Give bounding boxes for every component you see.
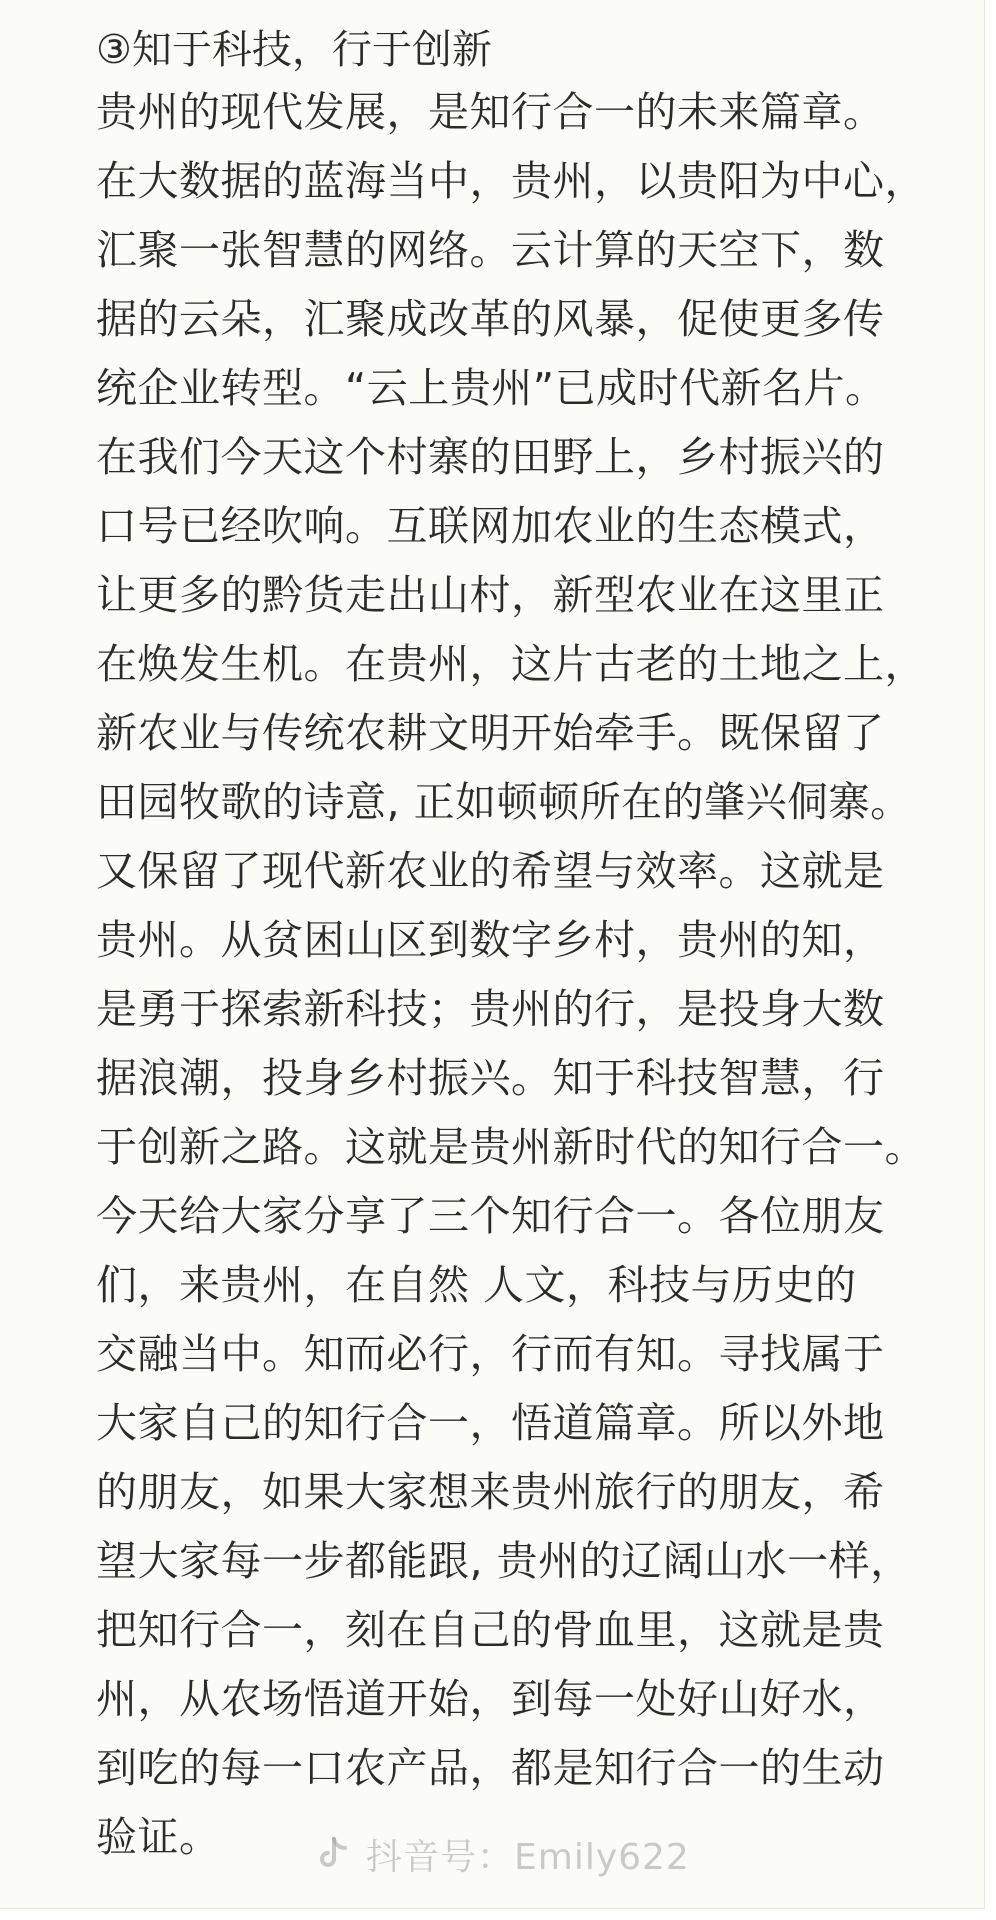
text-line: 到吃的每一口农产品，都是知行合一的生动 (96, 1744, 885, 1792)
text-line: 今天给大家分享了三个知行合一。各位朋友 (96, 1192, 885, 1240)
watermark-text: 抖音号：Emily622 (366, 1836, 690, 1878)
text-line: 贵州的现代发展，是知行合一的未来篇章。 (96, 88, 885, 136)
text-line: 在我们今天这个村寨的田野上，乡村振兴的 (96, 433, 885, 481)
text-line: 统企业转型。“云上贵州”已成时代新名片。 (96, 364, 887, 412)
text-line: 大家自己的知行合一，悟道篇章。所以外地 (96, 1399, 885, 1447)
text-line: 又保留了现代新农业的希望与效率。这就是 (96, 847, 885, 895)
text-line: 贵州。从贫困山区到数字乡村，贵州的知， (96, 916, 885, 964)
text-line: 于创新之路。这就是贵州新时代的知行合一。 (96, 1123, 926, 1171)
text-line: 把知行合一，刻在自己的骨血里，这就是贵 (96, 1606, 885, 1654)
text-line: 验证。 (96, 1813, 221, 1861)
article-text (96, 22, 926, 1872)
text-line: 交融当中。知而必行，行而有知。寻找属于 (96, 1330, 885, 1378)
text-line: 新农业与传统农耕文明开始牵手。既保留了 (96, 709, 885, 757)
section-heading: ③知于科技，行于创新 (96, 27, 492, 73)
text-line: 在大数据的蓝海当中，贵州，以贵阳为中心， (96, 157, 926, 205)
text-line: 在焕发生机。在贵州，这片古老的土地之上， (96, 640, 926, 688)
text-line: 田园牧歌的诗意, 正如顿顿所在的肇兴侗寨。 (96, 778, 912, 826)
text-line: 们，来贵州，在自然 人文，科技与历史的 (96, 1261, 857, 1309)
douyin-watermark (312, 1826, 690, 1882)
text-line: 让更多的黔货走出山村，新型农业在这里正 (96, 571, 885, 619)
text-line: 的朋友，如果大家想来贵州旅行的朋友，希 (96, 1468, 885, 1516)
text-line: 据的云朵，汇聚成改革的风暴，促使更多传 (96, 295, 885, 343)
text-line: 望大家每一步都能跟, 贵州的辽阔山水一样， (96, 1537, 912, 1585)
text-line: 据浪潮，投身乡村振兴。知于科技智慧，行 (96, 1054, 885, 1102)
text-line: 汇聚一张智慧的网络。云计算的天空下，数 (96, 226, 885, 274)
douyin-logo-icon (312, 1833, 354, 1875)
text-line: 口号已经吹响。互联网加农业的生态模式， (96, 502, 885, 550)
text-line: 州，从农场悟道开始，到每一处好山好水， (96, 1675, 885, 1723)
text-line: 是勇于探索新科技；贵州的行，是投身大数 (96, 985, 885, 1033)
